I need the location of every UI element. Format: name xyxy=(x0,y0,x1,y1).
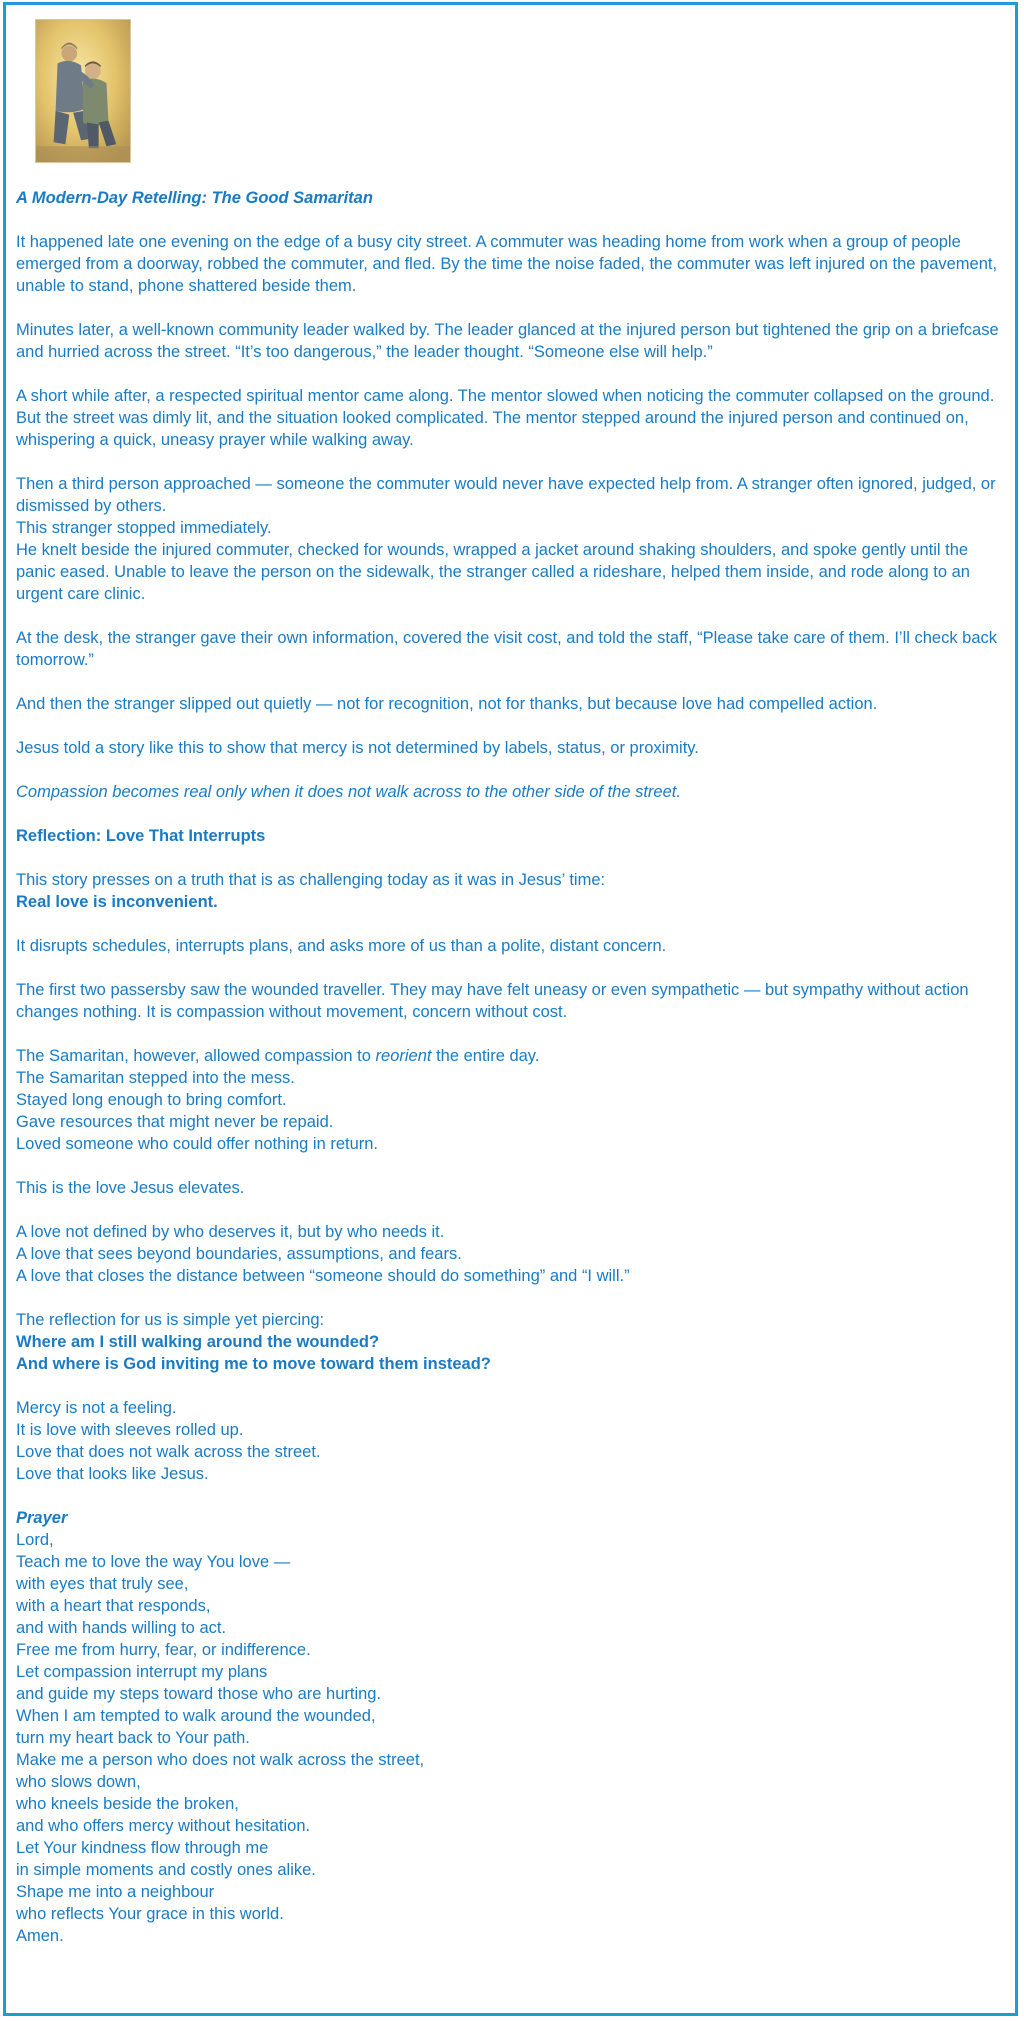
reflection-paragraph-6 xyxy=(16,1221,1006,1287)
story-closing-line: Compassion becomes real only when it does not walk across to the other side of the street. xyxy=(16,783,681,801)
story-title: A Modern-Day Retelling: The Good Samaritan xyxy=(16,189,373,207)
page-frame xyxy=(3,2,1018,2016)
prayer-line: Amen. xyxy=(16,1927,64,1945)
reflection-paragraph-2: It disrupts schedules, interrupts plans, and asks more of us than a polite, distant concern. xyxy=(16,937,667,955)
prayer-line: with a heart that responds, xyxy=(16,1597,211,1615)
reflection-p8-line: Mercy is not a feeling. xyxy=(16,1399,177,1417)
prayer-title: Prayer xyxy=(16,1509,68,1527)
reflection-p6-line: A love that closes the distance between “someone should do something” and “I will.” xyxy=(16,1267,630,1285)
reflection-p8-line: Love that does not walk across the street. xyxy=(16,1443,321,1461)
prayer-line: and who offers mercy without hesitation. xyxy=(16,1817,311,1835)
prayer-line: and with hands willing to act. xyxy=(16,1619,227,1637)
reflection-p4-line: Stayed long enough to bring comfort. xyxy=(16,1091,287,1109)
reflection-question-2: And where is God inviting me to move toward them instead? xyxy=(16,1355,491,1373)
prayer-line: Shape me into a neighbour xyxy=(16,1883,215,1901)
reflection-paragraph-7 xyxy=(16,1309,1006,1375)
story-paragraph-4-line-2: This stranger stopped immediately. xyxy=(16,519,272,537)
reflection-title: Reflection: Love That Interrupts xyxy=(16,827,266,845)
prayer xyxy=(16,1507,1006,1947)
article xyxy=(16,19,1006,1969)
reflection-p8-line: Love that looks like Jesus. xyxy=(16,1465,209,1483)
reflection-intro-text: This story presses on a truth that is as challenging today as it was in Jesus’ time: xyxy=(16,871,606,889)
prayer-line: who kneels beside the broken, xyxy=(16,1795,239,1813)
reflection-p4-pre: The Samaritan, however, allowed compassion to xyxy=(16,1047,376,1065)
reflection-question-1: Where am I still walking around the wounded? xyxy=(16,1333,380,1351)
two-men-painting xyxy=(35,19,131,163)
reflection-paragraph-8 xyxy=(16,1397,1006,1485)
reflection-p6-line: A love that sees beyond boundaries, assumptions, and fears. xyxy=(16,1245,462,1263)
story-paragraph-4-line-1: Then a third person approached — someone the commuter would never have expected help from. A stranger often ignored, judged, or dismissed by others. xyxy=(16,475,996,515)
reflection-intro-bold: Real love is inconvenient. xyxy=(16,893,218,911)
story-paragraph-3: A short while after, a respected spiritual mentor came along. The mentor slowed when noticing the commuter collapsed on the ground. But the street was dimly lit, and the situation looked complicated. The mentor stepped around the injured person and continued on, whispering a quick, uneasy prayer while walking away. xyxy=(16,387,995,449)
prayer-line: Make me a person who does not walk across the street, xyxy=(16,1751,425,1769)
reflection-p4-line: Loved someone who could offer nothing in return. xyxy=(16,1135,379,1153)
reflection-p8-line: It is love with sleeves rolled up. xyxy=(16,1421,244,1439)
prayer-line: with eyes that truly see, xyxy=(16,1575,189,1593)
prayer-line: Let compassion interrupt my plans xyxy=(16,1663,268,1681)
reflection-paragraph-4-first-line xyxy=(16,1045,1006,1067)
reflection-paragraph-5: This is the love Jesus elevates. xyxy=(16,1179,245,1197)
reflection-paragraph-3: The first two passersby saw the wounded traveller. They may have felt uneasy or even sympathetic — but sympathy without action changes nothing. It is compassion without movement, concern without cost. xyxy=(16,981,969,1021)
reflection-p6-line: A love not defined by who deserves it, but by who needs it. xyxy=(16,1223,445,1241)
prayer-line: who slows down, xyxy=(16,1773,141,1791)
story-paragraph-6: And then the stranger slipped out quietly — not for recognition, not for thanks, but because love had compelled action. xyxy=(16,695,878,713)
prayer-line: Lord, xyxy=(16,1531,54,1549)
reflection-p7-text: The reflection for us is simple yet piercing: xyxy=(16,1311,325,1329)
story-paragraph-2: Minutes later, a well-known community leader walked by. The leader glanced at the injured person but tightened the grip on a briefcase and hurried across the street. “It’s too dangerous,” the leader thought. “Someone else will help.” xyxy=(16,321,999,361)
story-paragraph-4 xyxy=(16,473,1006,605)
story-paragraph-7: Jesus told a story like this to show that mercy is not determined by labels, status, or proximity. xyxy=(16,739,699,757)
story-paragraph-5: At the desk, the stranger gave their own information, covered the visit cost, and told the staff, “Please take care of them. I’ll check back tomorrow.” xyxy=(16,629,998,669)
prayer-line: in simple moments and costly ones alike. xyxy=(16,1861,316,1879)
reflection-p4-emphasis: reorient xyxy=(375,1047,432,1065)
reflection-intro xyxy=(16,869,1006,913)
prayer-line: Free me from hurry, fear, or indifference. xyxy=(16,1641,311,1659)
prayer-line: When I am tempted to walk around the wounded, xyxy=(16,1707,376,1725)
prayer-line: Teach me to love the way You love — xyxy=(16,1553,291,1571)
prayer-line: who reflects Your grace in this world. xyxy=(16,1905,284,1923)
reflection-p4-line: Gave resources that might never be repaid. xyxy=(16,1113,334,1131)
reflection-paragraph-4 xyxy=(16,1045,1006,1155)
story-paragraph-4-line-3: He knelt beside the injured commuter, checked for wounds, wrapped a jacket around shaking shoulders, and spoke gently until the panic eased. Unable to leave the person on the sidewalk, the stranger called a rideshare, helped them inside, and rode along to an urgent care clinic. xyxy=(16,541,970,603)
reflection-p4-line: The Samaritan stepped into the mess. xyxy=(16,1069,295,1087)
reflection-p4-post: the entire day. xyxy=(431,1047,540,1065)
prayer-line: turn my heart back to Your path. xyxy=(16,1729,250,1747)
prayer-line: and guide my steps toward those who are hurting. xyxy=(16,1685,382,1703)
story-paragraph-1: It happened late one evening on the edge of a busy city street. A commuter was heading home from work when a group of people emerged from a doorway, robbed the commuter, and fled. By the time the noise faded, the commuter was left injured on the pavement, unable to stand, phone shattered beside them. xyxy=(16,233,998,295)
prayer-line: Let Your kindness flow through me xyxy=(16,1839,269,1857)
